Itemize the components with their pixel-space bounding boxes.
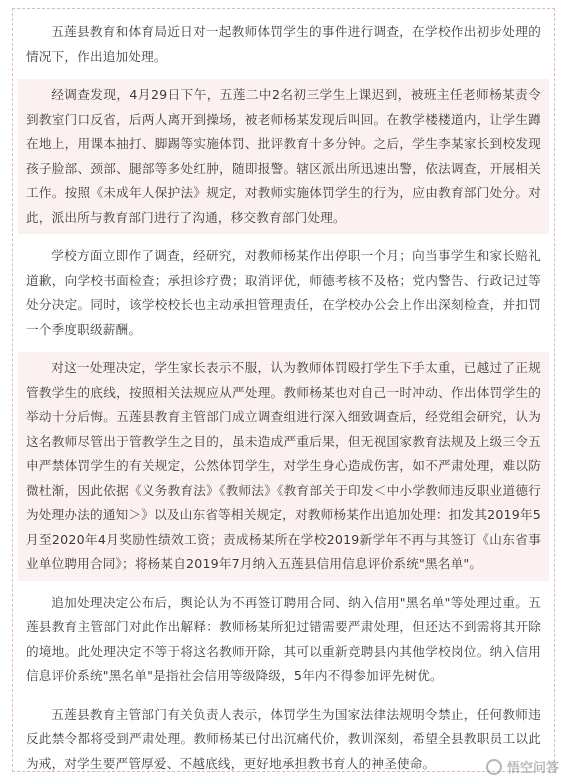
watermark [486,757,559,776]
paragraph-6: 五莲县教育主管部门有关负责人表示，体罚学生为国家法律法规明令禁止，任何教师违反此禁令都将受到严肃处理。教师杨某已付出沉痛代价，教训深刻，希望全县教职员工以此为戒，对学生要严管厚爱、不越底线，更好地承担教书育人的神圣使命。 [26,706,541,771]
article-body [18,16,549,780]
paragraph-2: 经调查发现，4月29日下午，五莲二中2名初三学生上课迟到，被班主任老师杨某责令到教室门口反省，后两人离开到操场，被老师杨某发现后叫回。在教学楼楼道内，让学生蹲在地上，用课本抽打、脚踢等实施体罚、批评教育十多分钟。之后，学生李某家长到校发现孩子脸部、颈部、腿部等多处红肿，随即报警。辖区派出所迅速出警，依法调查，开展相关工作。按照《未成年人保护法》规定，对教师实施体罚学生的行为，应由教育部门处分。对此，派出所与教育部门进行了沟通，移交教育部门处理。 [18,79,549,234]
paragraph-3: 学校方面立即作了调查，经研究，对教师杨某作出停职一个月；向当事学生和家长赔礼道歉，向学校书面检查；承担诊疗费；取消评优，师德考核不及格；党内警告、行政记过等处分决定。同时，该学校校长也主动承担管理责任，在学校办公会上作出深刻检查，并扣罚一个季度职级薪酬。 [26,248,541,337]
wukong-logo-icon [486,759,502,775]
watermark-text: 悟空问答 [506,761,559,776]
paragraph-1: 五莲县教育和体育局近日对一起教师体罚学生的事件进行调查，在学校作出初步处理的情况下，作出追加处理。 [26,24,541,64]
paragraph-4: 对这一处理决定，学生家长表示不服，认为教师体罚殴打学生下手太重，已越过了正规管教学生的底线，按照相关法规应从严处理。教师杨某也对自己一时冲动、作出体罚学生的举动十分后悔。五莲县教育主管部门成立调查组进行深入细致调查后，经党组会研究，认为这名教师尽管出于管教学生之目的，虽未造成严重后果，但无视国家教育法规及上级三令五申严禁体罚学生的有关规定，公然体罚学生，对学生身心造成伤害，如不严肃处理，难以防微杜渐，因此依据《义务教育法》《教师法》《教育部关于印发＜中小学教师违反职业道德行为处理办法的通知＞》以及山东省等相关规定，对教师杨某作出追加处理：扣发其2019年5月至2020年4月奖励性绩效工资；责成杨某所在学校2019新学年不再与其签订《山东省事业单位聘用合同》；将杨某自2019年7月纳入五莲县信用信息评价系统"黑名单"。 [18,352,549,581]
paragraph-5: 追加处理决定公布后，舆论认为不再签订聘用合同、纳入信用"黑名单"等处理过重。五莲县教育主管部门对此作出解释：教师杨某所犯过错需要严肃处理，但还达不到需将其开除的境地。此处理决定不等于将这名教师开除，其可以重新竞聘县内其他学校岗位。纳入信用信息评价系统"黑名单"是指社会信用等级降级，5年内不得参加评先树优。 [26,594,541,683]
